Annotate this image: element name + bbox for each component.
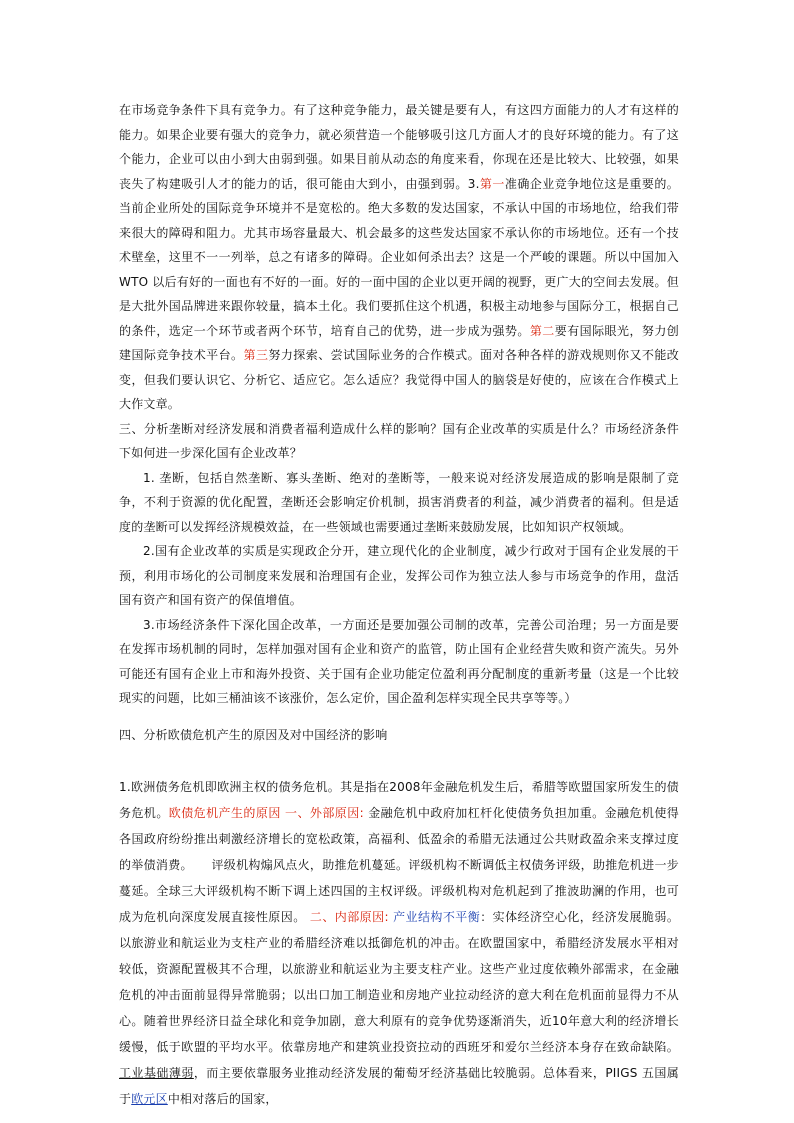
highlight-external-causes: 一、外部原因:	[285, 806, 364, 820]
highlight-industrial-structure: 产业结构不平衡	[393, 910, 481, 924]
text-run: 在市场竞争条件下具有竞争力。有了这种竞争能力，最关键是要有人，有这四方面能力的人才有这样的能力。如果企业要有强大的竞争力，就必须营造一个能够吸引这几方面人才的良好环境的能力。有了这个能力，企业可以由小到大由弱到强。如果目前从动态的角度来看，你现在还是比较大、比较强，如果丧失了构建吸引人才的能力的话，很可能由大到小，由强到弱。3.	[119, 103, 679, 191]
highlight-internal-causes: 二、内部原因:	[309, 910, 389, 924]
section-3-question: 三、分析垄断对经济发展和消费者福利造成什么样的影响？国有企业改革的实质是什么？市场经济条件下如何进一步深化国有企业改革？	[119, 421, 679, 460]
highlight-causes: 欧债危机产生的原因	[168, 806, 281, 820]
section-3-item-3: 3.市场经济条件下深化国企改革，一方面还是要加强公司制的改革，完善公司治理；另一方面是要在发挥市场机制的同时，怎样加强对国有企业和资产的监管，防止国有企业经营失败和资产流失。另外可能还有国有企业上市和海外投资、关于国有企业功能定位盈利再分配制度的重新考量（这是一个比较现实的问题，比如三桶油该不该涨价，怎么定价，国企盈利怎样实现全民共享等等。）	[119, 617, 679, 705]
section-4-heading: 四、分析欧债危机产生的原因及对中国经济的影响	[119, 727, 388, 742]
section-3-item-1: 1. 垄断，包括自然垄断、寡头垄断、绝对的垄断等，一般来说对经济发展造成的影响是限制了竞争，不利于资源的优化配置，垄断还会影响定价机制，损害消费者的利益，减少消费者的福利。但是适度的垄断可以发挥经济规模效益，在一些领域也需要通过垄断来鼓励发展，比如知识产权领域。	[119, 470, 679, 534]
section-3-item-2: 2.国有企业改革的实质是实现政企分开，建立现代化的企业制度，减少行政对于国有企业发展的干预，利用市场化的公司制度来发展和治理国有企业，发挥公司作为独立法人参与市场竞争的作用，盘活国有资产和国有资产的保值增值。	[119, 544, 679, 607]
underlined-industrial-base: 工业基础薄弱	[119, 1066, 194, 1080]
highlight-first: 第一	[479, 176, 505, 191]
blank-line	[119, 747, 679, 774]
text-run: 努力探索、尝试国际业务的合作模式。面对各种各样的游戏规则你又不能改变，但我们要认识它、分析它、适应它。怎么适应？我觉得中国人的脑袋是好使的，应该在合作模式上大作文章。	[119, 348, 679, 411]
document-page	[119, 98, 679, 1112]
text-run: ：实体经济空心化，经济发展脆弱。以旅游业和航运业为支柱产业的希腊经济难以抵御危机的冲击。在欧盟国家中，希腊经济发展水平相对较低，资源配置极其不合理，以旅游业和航运业为主要支柱产业。这些产业过度依赖外部需求，在金融危机的冲击面前显得异常脆弱；以出口加工制造业和房地产业拉动经济的意大利在危机面前显得力不从心。随着世界经济日益全球化和竞争加剧，意大利原有的竞争优势逐渐消失，近10年意大利的经济增长缓慢，低于欧盟的平均水平。依靠房地产和建筑业投资拉动的西班牙和爱尔兰经济本身存在致命缺陷。	[119, 910, 680, 1054]
highlight-third: 第三	[243, 348, 269, 362]
text-run: 准确企业竞争地位这是重要的。当前企业所处的国际竞争环境并不是宽松的。绝大多数的发达国家，不承认中国的市场地位，给我们带来很大的障碍和阻力。尤其市场容量最大、机会最多的这些发达国家不承认你的市场地位。还有一个技术壁垒，这里不一一列举，总之有诸多的障碍。企业如何杀出去？这是一个严峻的课题。所以中国加入 WTO 以后有好的一面也有不好的一面。好的一面中国的企业以更开阔的视野，更广大的空间去发展。但是大批外国品牌进来跟你较量，搞本土化。我们要抓住这个机遇，积极主动地参与国际分工，根据自己的条件，选定一个环节或者两个环节，培育自己的优势，进一步成为强势。	[119, 176, 680, 338]
text-run: 1.欧洲债务危机即欧洲主权的债务危机。其是指在2008年金融危机发生后，希腊等欧盟国家所发生的债务危机。	[119, 780, 679, 820]
paragraph-competitiveness	[119, 98, 679, 417]
text-run: 要有国际眼光，努力创建国际竞争技术平台。	[119, 323, 679, 362]
text-run: 金融危机中政府加杠杆化使债务负担加重。金融危机使得各国政府纷纷推出刺激经济增长的宽松政策，高福利、低盈余的希腊无法通过公共财政盈余来支撑过度的举债消费。 评级机构煽风点火，助推危机蔓延。评级机构不断调低主权债务评级，助推危机进一步蔓延。全球三大评级机构不断下调上述四国的主权评级。评级机构对危机起到了推波助澜的作用，也可成为危机向深度发展直接性原因。	[119, 806, 680, 924]
paragraph-eurozone-crisis	[119, 774, 679, 1112]
eurozone-link[interactable]: 欧元区	[131, 1092, 168, 1106]
blank-line	[119, 711, 679, 723]
text-run: ，而主要依靠服务业推动经济发展的葡萄牙经济基础比较脆弱。总体看来，PIIGS 五国属于	[119, 1066, 679, 1106]
highlight-second: 第二	[529, 323, 555, 338]
text-run: 中相对落后的国家，	[167, 1092, 278, 1106]
